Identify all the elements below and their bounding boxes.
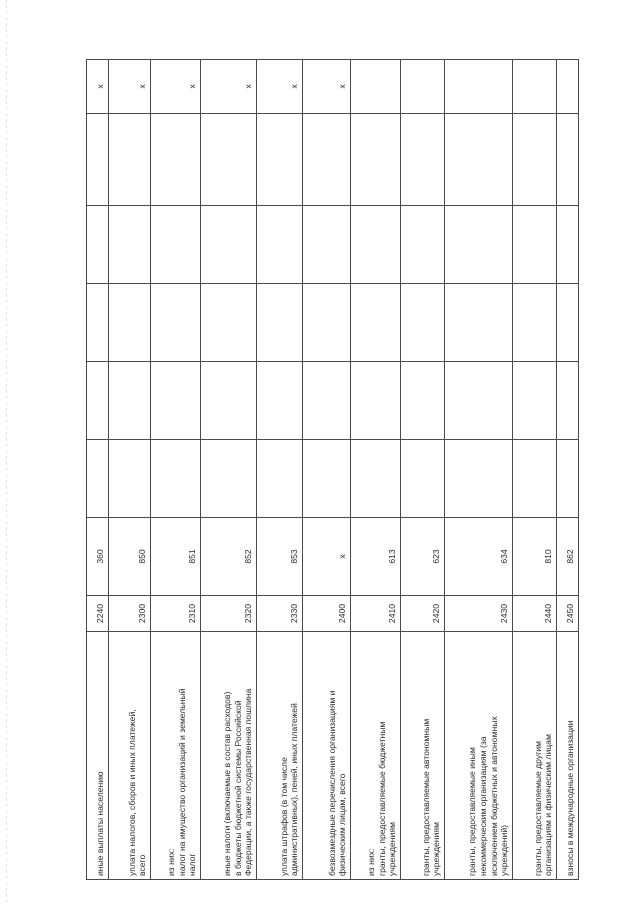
row-name-line: иные налоги (включаемые в состав расходов): [221, 691, 232, 876]
row-value-cell: x: [257, 60, 303, 114]
table-row: [303, 60, 351, 880]
row-name-cell: [109, 632, 151, 880]
row-value-cell: [151, 440, 201, 518]
row-name-line: безвозмездные перечисления организациям и: [326, 690, 337, 876]
row-value-cell: [513, 362, 557, 440]
row-name-cell: [557, 632, 579, 880]
row-value-cell: [513, 206, 557, 284]
row-value-cell: [201, 206, 257, 284]
table-row: [513, 60, 557, 880]
row-value-cell: [257, 362, 303, 440]
row-value-cell: [109, 362, 151, 440]
row-value-cell: [87, 362, 109, 440]
row-value-cell: [445, 440, 513, 518]
row-name-cell: [351, 632, 401, 880]
row-name-cell: [257, 632, 303, 880]
row-value-cell: x: [87, 60, 109, 114]
row-name-line: в бюджеты бюджетной системы Российской: [232, 700, 243, 876]
row-value-cell: [351, 362, 401, 440]
row-name-line: взносы в международные организации: [565, 720, 576, 876]
row-value-cell: [351, 284, 401, 362]
row-value-cell: [445, 60, 513, 114]
table-body: [87, 60, 579, 880]
row-name-line: из них:: [165, 848, 176, 876]
row-kosgu-cell: 862: [557, 518, 579, 596]
row-name-line: гранты, предоставляемые бюджетным: [376, 721, 387, 876]
row-name-cell: [303, 632, 351, 880]
row-kosgu-cell: x: [303, 518, 351, 596]
rotated-table-wrapper: [86, 60, 586, 880]
row-value-cell: [201, 440, 257, 518]
row-value-cell: [401, 284, 445, 362]
row-name-cell: [445, 632, 513, 880]
row-value-cell: [303, 284, 351, 362]
row-value-cell: [401, 60, 445, 114]
row-value-cell: x: [201, 60, 257, 114]
row-name-line: исключением бюджетных и автономных: [488, 716, 499, 876]
row-name-line: физическим лицам, всего: [337, 773, 348, 876]
row-value-cell: [151, 284, 201, 362]
row-value-cell: [303, 114, 351, 206]
row-value-cell: [557, 206, 579, 284]
row-value-cell: [445, 206, 513, 284]
expenditure-table: [86, 59, 579, 880]
row-value-cell: [257, 284, 303, 362]
row-value-cell: [303, 440, 351, 518]
row-value-cell: [151, 362, 201, 440]
row-value-cell: x: [109, 60, 151, 114]
row-name-line: гранты, предоставляемые автономным: [420, 718, 431, 876]
row-code-cell: 2330: [257, 596, 303, 632]
row-name-cell: [401, 632, 445, 880]
row-value-cell: [87, 284, 109, 362]
table-row: [401, 60, 445, 880]
row-value-cell: x: [151, 60, 201, 114]
row-kosgu-cell: 613: [351, 518, 401, 596]
row-name-line: всего: [137, 854, 148, 876]
row-value-cell: [557, 284, 579, 362]
row-value-cell: [109, 284, 151, 362]
table-row: [257, 60, 303, 880]
row-name-line: налог на имущество организаций и земельный: [176, 688, 187, 876]
row-value-cell: [351, 440, 401, 518]
row-value-cell: [513, 60, 557, 114]
row-value-cell: [109, 206, 151, 284]
row-code-cell: 2410: [351, 596, 401, 632]
row-kosgu-cell: 810: [513, 518, 557, 596]
row-value-cell: [401, 440, 445, 518]
row-name-line: налог: [187, 853, 198, 876]
row-name-line: административных), пеней, иных платежей: [289, 703, 300, 876]
row-kosgu-cell: 853: [257, 518, 303, 596]
row-name-line: учреждениям: [431, 822, 442, 876]
table-row: [445, 60, 513, 880]
row-value-cell: [257, 114, 303, 206]
row-value-cell: [445, 284, 513, 362]
row-value-cell: [445, 114, 513, 206]
row-code-cell: 2320: [201, 596, 257, 632]
row-value-cell: [401, 206, 445, 284]
row-name-line: гранты, предоставляемые другим: [532, 741, 543, 876]
row-value-cell: [303, 362, 351, 440]
row-value-cell: [257, 206, 303, 284]
row-value-cell: [303, 206, 351, 284]
row-name-line: гранты, предоставляемые иным: [467, 747, 478, 876]
table-row: [109, 60, 151, 880]
row-name-line: уплата штрафов (в том числе: [278, 757, 289, 876]
row-code-cell: 2420: [401, 596, 445, 632]
row-value-cell: [257, 440, 303, 518]
row-value-cell: [151, 206, 201, 284]
table-row: [557, 60, 579, 880]
row-name-line: уплата налогов, сборов и иных платежей,: [126, 709, 137, 876]
row-value-cell: [351, 206, 401, 284]
row-code-cell: 2450: [557, 596, 579, 632]
row-name-cell: [201, 632, 257, 880]
row-kosgu-cell: 850: [109, 518, 151, 596]
row-name-line: некоммерческим организациям (за: [477, 736, 488, 876]
row-value-cell: [109, 114, 151, 206]
row-kosgu-cell: 852: [201, 518, 257, 596]
row-value-cell: x: [303, 60, 351, 114]
row-value-cell: [513, 114, 557, 206]
row-code-cell: 2300: [109, 596, 151, 632]
row-value-cell: [401, 114, 445, 206]
row-value-cell: [109, 440, 151, 518]
row-kosgu-cell: 360: [87, 518, 109, 596]
row-code-cell: 2310: [151, 596, 201, 632]
row-code-cell: 2430: [445, 596, 513, 632]
row-value-cell: [87, 440, 109, 518]
row-name-cell: [513, 632, 557, 880]
row-value-cell: [445, 362, 513, 440]
row-name-line: учреждениям: [387, 822, 398, 876]
row-value-cell: [201, 362, 257, 440]
row-name-cell: [151, 632, 201, 880]
row-value-cell: [201, 284, 257, 362]
row-kosgu-cell: 851: [151, 518, 201, 596]
row-value-cell: [557, 362, 579, 440]
row-kosgu-cell: 623: [401, 518, 445, 596]
row-code-cell: 2240: [87, 596, 109, 632]
row-value-cell: [557, 60, 579, 114]
row-value-cell: [401, 362, 445, 440]
row-value-cell: [557, 440, 579, 518]
row-value-cell: [87, 114, 109, 206]
row-value-cell: [87, 206, 109, 284]
row-value-cell: [557, 114, 579, 206]
row-value-cell: [513, 284, 557, 362]
table-row: [87, 60, 109, 880]
row-value-cell: [351, 60, 401, 114]
row-code-cell: 2440: [513, 596, 557, 632]
row-name-cell: [87, 632, 109, 880]
row-name-line: организациям и физическим лицам: [543, 734, 554, 876]
row-name-line: из них:: [365, 848, 376, 876]
row-name-line: учреждений): [499, 825, 510, 876]
row-name-line: Федерации, а также государственная пошлина: [243, 688, 254, 876]
row-value-cell: [201, 114, 257, 206]
table-row: [351, 60, 401, 880]
row-name-line: иные выплаты населению: [95, 771, 106, 876]
table-row: [201, 60, 257, 880]
row-code-cell: 2400: [303, 596, 351, 632]
row-value-cell: [151, 114, 201, 206]
row-value-cell: [351, 114, 401, 206]
table-row: [151, 60, 201, 880]
row-kosgu-cell: 634: [445, 518, 513, 596]
row-value-cell: [513, 440, 557, 518]
